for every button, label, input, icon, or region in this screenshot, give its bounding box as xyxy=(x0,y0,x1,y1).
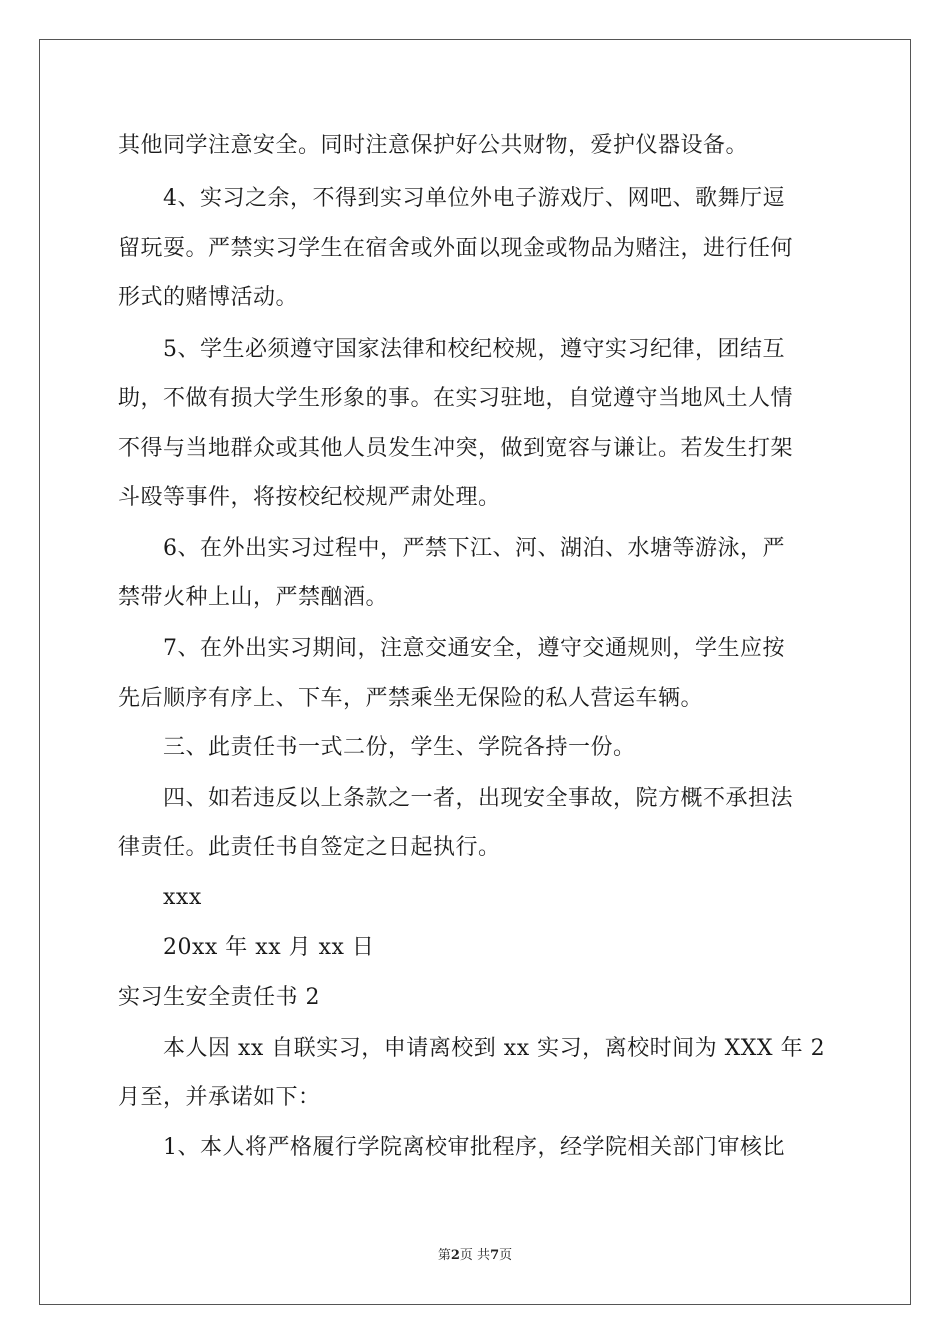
text-line: 本人因 xx 自联实习，申请离校到 xx 实习，离校时间为 XXX 年 2 xyxy=(163,1036,826,1061)
page-prefix: 第 xyxy=(437,1248,451,1263)
page-current: 2 xyxy=(450,1248,460,1263)
text-line: 其他同学注意安全。同时注意保护好公共财物，爱护仪器设备。 xyxy=(118,133,749,158)
text-line: 5、学生必须遵守国家法律和校纪校规，遵守实习纪律，团结互 xyxy=(163,337,785,362)
text-line: 律责任。此责任书自签定之日起执行。 xyxy=(118,835,501,860)
page-total: 7 xyxy=(490,1248,500,1263)
text-line: 禁带火种上山，严禁酗酒。 xyxy=(118,585,389,610)
page-mid: 页 共 xyxy=(459,1248,491,1263)
signature-name: xxx xyxy=(163,885,202,910)
text-line: 不得与当地群众或其他人员发生冲突，做到宽容与谦让。若发生打架 xyxy=(118,436,794,461)
section-title: 实习生安全责任书 2 xyxy=(118,985,320,1010)
page-suffix: 页 xyxy=(499,1248,513,1263)
text-line: 四、如若违反以上条款之一者，出现安全事故，院方概不承担法 xyxy=(163,786,794,811)
text-line: 7、在外出实习期间，注意交通安全，遵守交通规则，学生应按 xyxy=(163,636,785,661)
text-line: 留玩耍。严禁实习学生在宿舍或外面以现金或物品为赌注，进行任何 xyxy=(118,236,794,261)
text-line: 斗殴等事件，将按校纪校规严肃处理。 xyxy=(118,485,501,510)
text-line: 助，不做有损大学生形象的事。在实习驻地，自觉遵守当地风土人情 xyxy=(118,386,794,411)
text-line: 4、实习之余，不得到实习单位外电子游戏厅、网吧、歌舞厅逗 xyxy=(163,186,785,211)
signature-date: 20xx 年 xx 月 xx 日 xyxy=(163,935,375,960)
page-number-footer xyxy=(0,1246,950,1266)
text-line: 三、此责任书一式二份，学生、学院各持一份。 xyxy=(163,735,636,760)
text-line: 月至，并承诺如下： xyxy=(118,1085,321,1110)
text-line: 1、本人将严格履行学院离校审批程序，经学院相关部门审核比 xyxy=(163,1135,785,1160)
text-line: 先后顺序有序上、下车，严禁乘坐无保险的私人营运车辆。 xyxy=(118,686,704,711)
text-line: 形式的赌博活动。 xyxy=(118,285,299,310)
text-line: 6、在外出实习过程中，严禁下江、河、湖泊、水塘等游泳，严 xyxy=(163,536,785,561)
